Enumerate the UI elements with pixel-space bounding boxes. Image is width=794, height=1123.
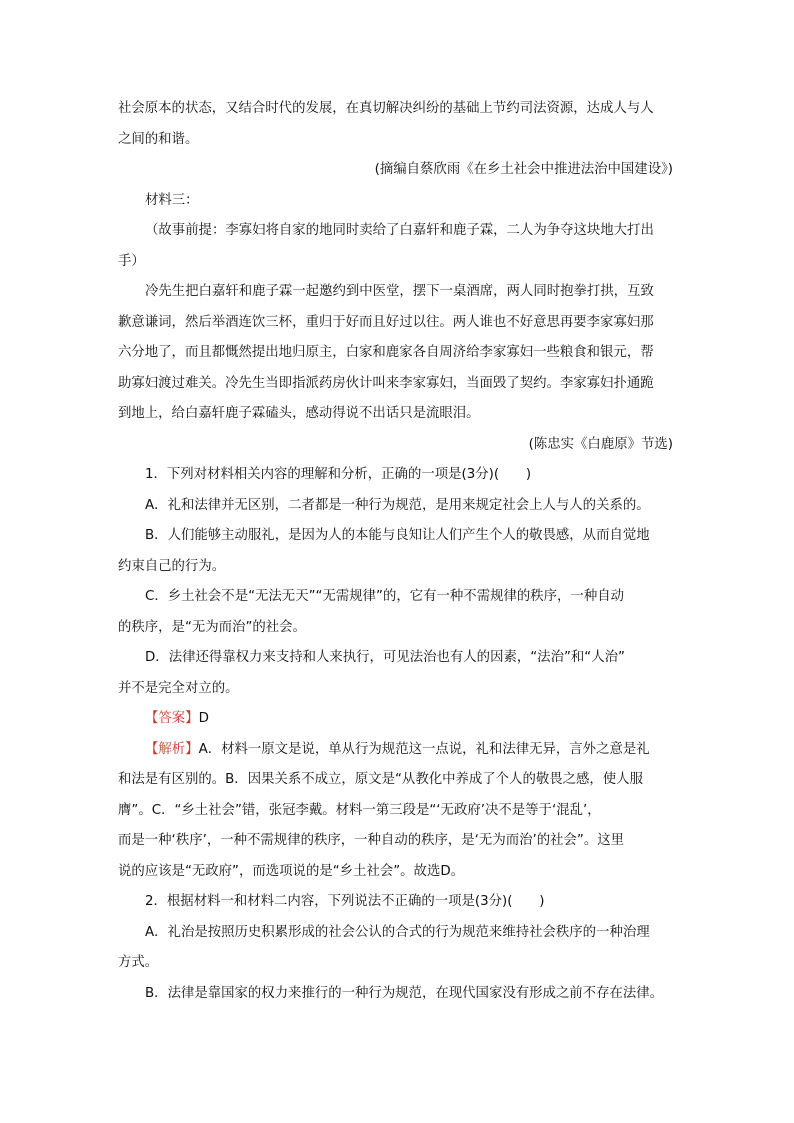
question-1-analysis-line-2: 和法是有区别的。B．因果关系不成立，原文是“从教化中养成了个人的敬畏之感，使人服 xyxy=(118,772,643,787)
question-1-option-d-line-1: D．法律还得靠权力来支持和人来执行，可见法治也有人的因素，“法治”和“人治” xyxy=(145,650,625,665)
answer-value: D xyxy=(198,711,209,726)
question-1-option-c-line-1: C．乡土社会不是“无法无天”“无需规律”的，它有一种不需规律的秩序，一种自动 xyxy=(145,589,624,604)
question-1-answer xyxy=(118,704,673,735)
intro-line-1: 社会原本的状态，又结合时代的发展，在真切解决纠纷的基础上节约司法资源，达成人与人 xyxy=(118,101,654,116)
question-1-option-b-line-2: 约束自己的行为。 xyxy=(118,558,226,574)
story-line-4: 助寡妇渡过难关。冷先生当即指派药房伙计叫来李家寡妇，当面毁了契约。李家寡妇扑通跪 xyxy=(118,375,654,391)
story-line-2: 歉意谦词，然后举酒连饮三杯，重归于好而且好过以往。两人谁也不好意思再要李家寡妇那 xyxy=(118,314,654,330)
question-1-option-b-line-1: B．人们能够主动服礼，是因为人的本能与良知让人们产生个人的敬畏感，从而自觉地 xyxy=(145,528,650,543)
question-2-option-b: B．法律是靠国家的权力来推行的一种行为规范，在现代国家没有形成之前不存在法律。 xyxy=(145,985,664,1001)
question-1-stem: 1．下列对材料相关内容的理解和分析，正确的一项是(3分)( ) xyxy=(145,467,532,482)
question-1-option-d-line-2: 并不是完全对立的。 xyxy=(118,680,239,696)
analysis-tag: 【解析】 xyxy=(145,741,199,757)
question-2-option-a-line-1: A．礼治是按照历史积累形成的社会公认的合式的行为规范来维持社会秩序的一种治理 xyxy=(145,924,650,940)
question-1-analysis-line-1 xyxy=(118,735,673,766)
story-line-3: 六分地了，而且都慨然提出地归原主，白家和鹿家各自周济给李家寡妇一些粮食和银元，帮 xyxy=(118,345,654,360)
analysis-text-1: A．材料一原文是说，单从行为规范这一点说，礼和法律无异，言外之意是礼 xyxy=(198,741,650,757)
question-2-option-a-line-2: 方式。 xyxy=(118,955,159,970)
intro-line-2: 之间的和谐。 xyxy=(118,131,199,147)
material-3-heading: 材料三： xyxy=(145,192,199,208)
source-citation-material-2: (摘编自蔡欣雨《在乡土社会中推进法治中国建设》) xyxy=(374,162,673,177)
question-1-analysis-line-5: 说的应该是“无政府”，而选项说的是“乡土社会”。故选D。 xyxy=(118,863,465,879)
story-premise-line-1: （故事前提：李寡妇将自家的地同时卖给了白嘉轩和鹿子霖，二人为争夺这块地大打出 xyxy=(145,223,654,238)
question-1-analysis-line-3: 膺”。C．“乡土社会”错，张冠李戴。材料一第三段是“‘无政府’决不是等于‘混乱’， xyxy=(118,802,601,818)
story-premise-line-2: 手） xyxy=(118,253,145,269)
answer-tag: 【答案】 xyxy=(145,711,199,726)
story-line-5: 到地上，给白嘉轩鹿子霖磕头，感动得说不出话只是流眼泪。 xyxy=(118,406,480,421)
story-line-1: 冷先生把白嘉轩和鹿子霖一起邀约到中医堂，摆下一桌酒席，两人同时抱拳打拱，互致 xyxy=(145,284,654,299)
question-1-option-a: A．礼和法律并无区别，二者都是一种行为规范，是用来规定社会上人与人的关系的。 xyxy=(145,497,650,513)
source-citation-material-3: (陈忠实《白鹿原》节选) xyxy=(528,436,673,452)
document-body xyxy=(118,94,673,1009)
question-2-stem: 2．根据材料一和材料二内容，下列说法不正确的一项是(3分)( ) xyxy=(145,894,545,909)
question-1-analysis-line-4: 而是一种‘秩序’，一种不需规律的秩序，一种自动的秩序，是‘无为而治’的社会”。这里 xyxy=(118,833,625,848)
question-1-option-c-line-2: 的秩序，是“无为而治”的社会。 xyxy=(118,619,306,635)
